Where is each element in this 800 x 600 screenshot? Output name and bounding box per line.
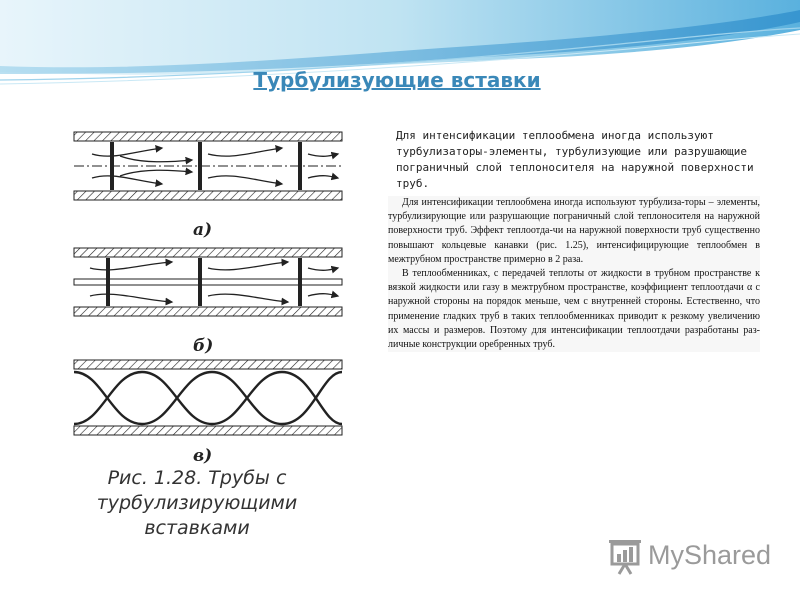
summary-text: Для интенсификации теплообмена иногда используют турбулизаторы-элементы, турбулизующие или разрушающие пограничный слой теплоносителя на наружной поверхности труб.	[396, 129, 754, 190]
slide-title: Турбулизующие вставки	[253, 68, 541, 92]
myshared-logo[interactable]	[606, 536, 776, 576]
pipe-b-drawing	[74, 248, 342, 316]
pipe-c-drawing	[74, 360, 342, 435]
figure-label-c: в)	[193, 446, 213, 466]
figure-caption	[12, 466, 382, 541]
book-excerpt	[388, 196, 760, 352]
figure-label-a: а)	[193, 220, 213, 240]
pipe-a-drawing	[74, 132, 342, 200]
book-paragraph: Для интенсификации теплообмена иногда используют турбулиза-торы – элементы, турбулизирующие или разрушающие пограничный слой теплоносителя на наружной поверхности труб. Эффект теплоотда-чи на наружной поверхности труб существенно повышают кольцевые канавки (рис. 1.25), интенсифицирующие теплообмен в межтрубном пространстве примерно в 2 раза.	[388, 197, 760, 265]
book-paragraph: В теплообменниках, с передачей теплоты от жидкости в трубном пространстве к вязкой жидкости или газу в межтрубном пространстве, коэффициент теплоотдачи α с наружной стороны на порядок меньше, чем с внутренней стороны. Естественно, что применение гладких труб в таких теплообменниках приводит к резкому увеличению их массы и размеров. Поэтому для интенсификации теплоотдачи разработаны раз-личные конструкции оребренных труб.	[388, 268, 760, 351]
figure-caption-line2: вставками	[144, 517, 250, 539]
presentation-board-icon	[606, 536, 646, 576]
pipe-insert-figure	[12, 112, 382, 539]
figure-caption-line1: Рис. 1.28. Трубы с турбулизирующими	[96, 467, 298, 514]
pipe-drawings	[12, 112, 382, 466]
figure-label-b: б)	[193, 336, 214, 356]
logo-text: MyShared	[648, 540, 772, 570]
